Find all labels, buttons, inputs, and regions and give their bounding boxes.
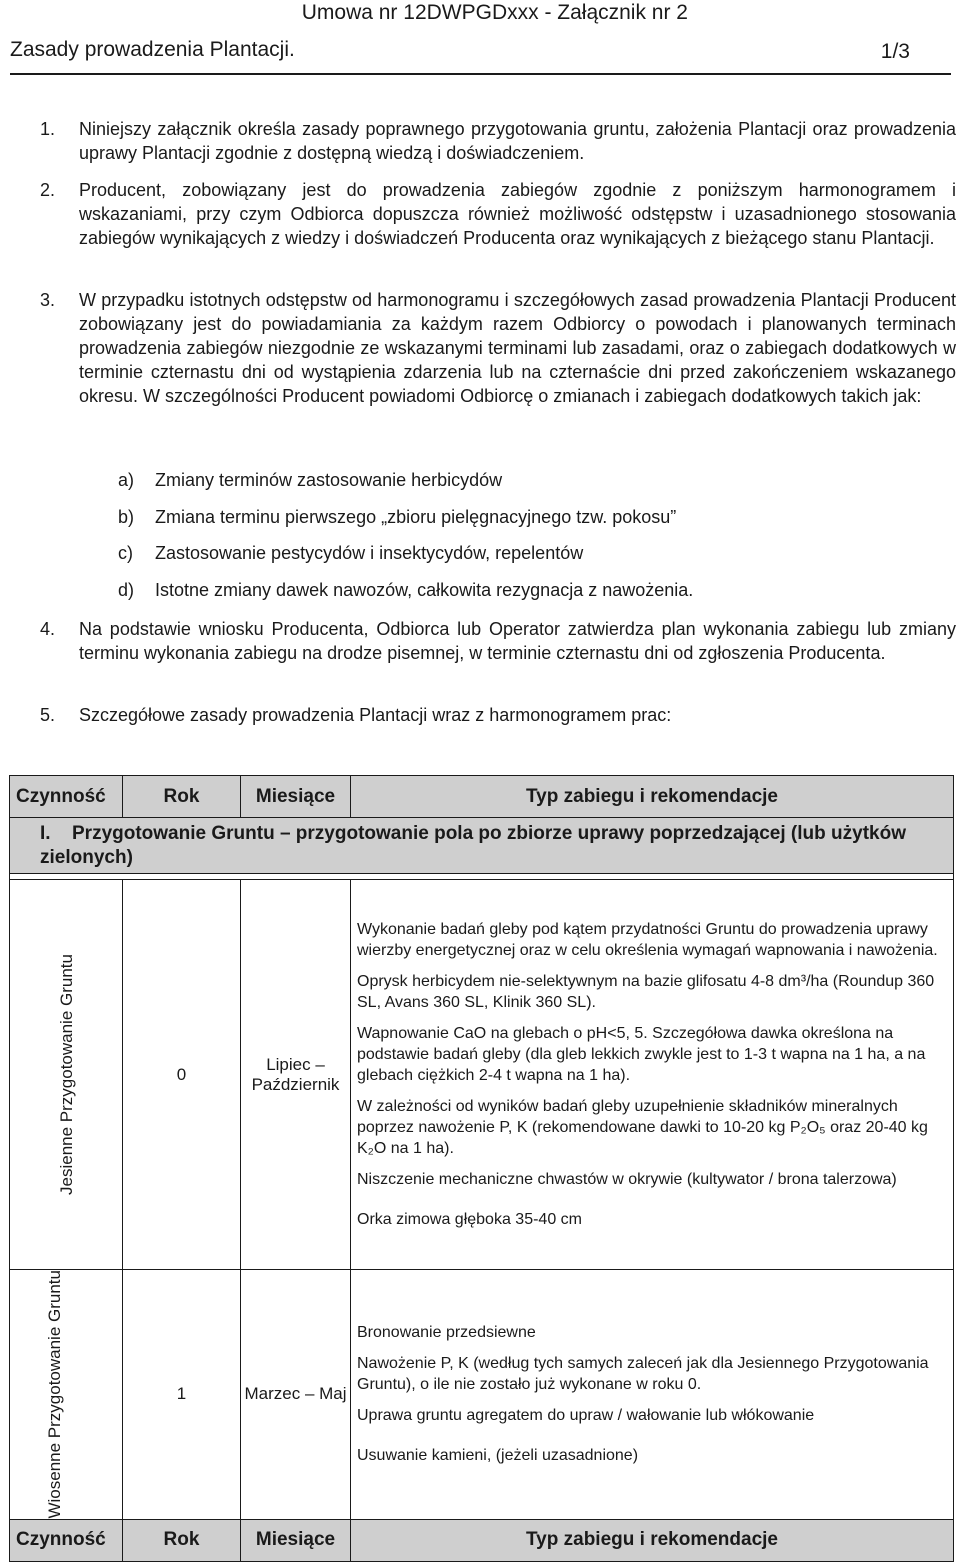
header-activity: Czynność bbox=[10, 1519, 123, 1561]
year-cell: 1 bbox=[123, 1270, 241, 1520]
header-year: Rok bbox=[123, 1519, 241, 1561]
paragraph-number: 3. bbox=[40, 290, 56, 310]
paragraph-4 bbox=[40, 617, 956, 665]
header-type: Typ zabiegu i rekomendacje bbox=[351, 1519, 954, 1561]
activity-cell bbox=[10, 880, 123, 1270]
months-cell: Lipiec – Październik bbox=[241, 880, 351, 1270]
paragraph-text: W przypadku istotnych odstępstw od harmonogramu i szczegółowych zasad prowadzenia Plantacji Producent zobowiązany jest do powiadamiania za każdym razem Odbiorcy o powodach i planowanych terminach prowadzenia zabiegów niezgodnie ze wskazanymi terminami lub zasadami, oraz o zabiegach dodatkowych w terminie czternastu dni od wystąpienia zdarzenia lub na czternaście dni przed zakończeniem wskazanego okresu. W szczególności Producent powiadomi Odbiorcę o zmianach i zabiegach dodatkowych takich jak: bbox=[79, 290, 956, 406]
table-header-row bbox=[10, 776, 954, 818]
section-title: Zasady prowadzenia Plantacji. bbox=[10, 38, 295, 61]
table-section-row bbox=[10, 818, 954, 874]
recommendations-cell bbox=[351, 880, 954, 1270]
paragraph-number: 4. bbox=[40, 619, 56, 639]
list-item-d bbox=[118, 580, 693, 601]
list-letter: b) bbox=[118, 507, 135, 527]
list-item-b bbox=[118, 507, 676, 528]
recommendation: Usuwanie kamieni, (jeżeli uzasadnione) bbox=[357, 1447, 639, 1465]
recommendation: Uprawa gruntu agregatem do upraw / wałowanie lub włókowanie bbox=[357, 1407, 815, 1425]
paragraph-text: Producent, zobowiązany jest do prowadzenia zabiegów zgodnie z poniższym harmonogramem i wskazaniami, przy czym Odbiorca dopuszcza również możliwość odstępstw i uzasadnionego stosowania zabiegów wynikających z wiedzy i doświadczeń Producenta oraz wynikających z bieżącego stanu Plantacji. bbox=[79, 180, 956, 248]
recommendation: Wapnowanie CaO na glebach o pH<5, 5. Szczegółowa dawka określona na podstawie badań gleby (dla gleb lekkich zwykle jest to 1-3 t wapna na 1 ha, a na glebach ciężkich 2-4 t wapna na 1 ha). bbox=[357, 1025, 926, 1084]
list-letter: c) bbox=[118, 543, 133, 563]
recommendation: Orka zimowa głęboka 35-40 cm bbox=[357, 1211, 582, 1228]
activity-label: Jesienne Przygotowanie Gruntu bbox=[56, 954, 76, 1195]
paragraph-text: Na podstawie wniosku Producenta, Odbiorca lub Operator zatwierdza plan wykonania zabiegu lub zmiany terminu wykonania zabiegu na drodze pisemnej, w terminie czternastu dni od zgłoszenia Producenta. bbox=[79, 619, 956, 663]
year-cell: 0 bbox=[123, 880, 241, 1270]
paragraph-number: 5. bbox=[40, 705, 56, 725]
recommendation: Wykonanie badań gleby pod kątem przydatności Gruntu do prowadzenia uprawy wierzby energetycznej oraz w celu określenia wymagań wapnowania i nawożenia. bbox=[357, 921, 938, 959]
table-row bbox=[10, 880, 954, 1270]
paragraph-text: Szczegółowe zasady prowadzenia Plantacji wraz z harmonogramem prac: bbox=[79, 705, 672, 725]
paragraph-1 bbox=[40, 117, 956, 165]
header-divider bbox=[10, 73, 951, 75]
list-letter: d) bbox=[118, 580, 135, 600]
list-item-a bbox=[118, 470, 502, 491]
list-letter: a) bbox=[118, 470, 135, 490]
section-title-text: Przygotowanie Gruntu – przygotowanie pola po zbiorze uprawy poprzedzającej (lub użytków zielonych) bbox=[40, 822, 906, 868]
header-activity: Czynność bbox=[10, 776, 123, 818]
header-months: Miesiące bbox=[241, 1519, 351, 1561]
paragraph-number: 2. bbox=[40, 180, 56, 200]
header-months: Miesiące bbox=[241, 776, 351, 818]
activity-cell bbox=[10, 1270, 123, 1520]
section-heading bbox=[10, 822, 953, 870]
paragraph-number: 1. bbox=[40, 119, 56, 139]
recommendation: Bronowanie przedsiewne bbox=[357, 1324, 536, 1342]
list-text: Zmiany terminów zastosowanie herbicydów bbox=[155, 470, 503, 490]
recommendation: Oprysk herbicydem nie-selektywnym na bazie glifosatu 4-8 dm³/ha (Roundup 360 SL, Avans 360 SL, Klinik 360 SL). bbox=[357, 973, 935, 1011]
recommendations-cell bbox=[351, 1270, 954, 1520]
table-footer-header-row bbox=[10, 1519, 954, 1561]
activity-label: Wiosenne Przygotowanie Gruntu bbox=[45, 1270, 64, 1519]
section-number: I. bbox=[40, 822, 51, 844]
paragraph-text: Niniejszy załącznik określa zasady poprawnego przygotowania gruntu, założenia Plantacji oraz prowadzenia uprawy Plantacji zgodnie z dostępną wiedzą i doświadczeniem. bbox=[79, 119, 956, 163]
paragraph-2 bbox=[40, 178, 956, 250]
schedule-table bbox=[9, 775, 954, 1562]
list-text: Istotne zmiany dawek nawozów, całkowita rezygnacja z nawożenia. bbox=[155, 580, 694, 600]
months-cell: Marzec – Maj bbox=[241, 1270, 351, 1520]
header-type: Typ zabiegu i rekomendacje bbox=[351, 776, 954, 818]
list-text: Zastosowanie pestycydów i insektycydów, repelentów bbox=[155, 543, 584, 563]
page-number: 1/3 bbox=[880, 40, 910, 63]
header-year: Rok bbox=[123, 776, 241, 818]
paragraph-5 bbox=[40, 703, 956, 727]
paragraph-3 bbox=[40, 288, 956, 408]
recommendation: Niszczenie mechaniczne chwastów w okrywie (kultywator / brona talerzowa) bbox=[357, 1171, 897, 1188]
table-row bbox=[10, 1270, 954, 1520]
list-text: Zmiana terminu pierwszego „zbioru pielęgnacyjnego tzw. pokosu” bbox=[155, 507, 677, 527]
list-item-c bbox=[118, 543, 583, 564]
recommendation: Nawożenie P, K (według tych samych zaleceń jak dla Jesiennego Przygotowania Gruntu), o ile nie zostało już wykonane w roku 0. bbox=[357, 1355, 929, 1394]
document-title: Umowa nr 12DWPGDxxx - Załącznik nr 2 bbox=[301, 1, 688, 24]
recommendation: W zależności od wyników badań gleby uzupełnienie składników mineralnych poprzez nawożenie P, K (rekomendowane dawki to 10-20 kg P₂O₅ oraz 20-40 kg K₂O na 1 ha). bbox=[357, 1098, 928, 1157]
